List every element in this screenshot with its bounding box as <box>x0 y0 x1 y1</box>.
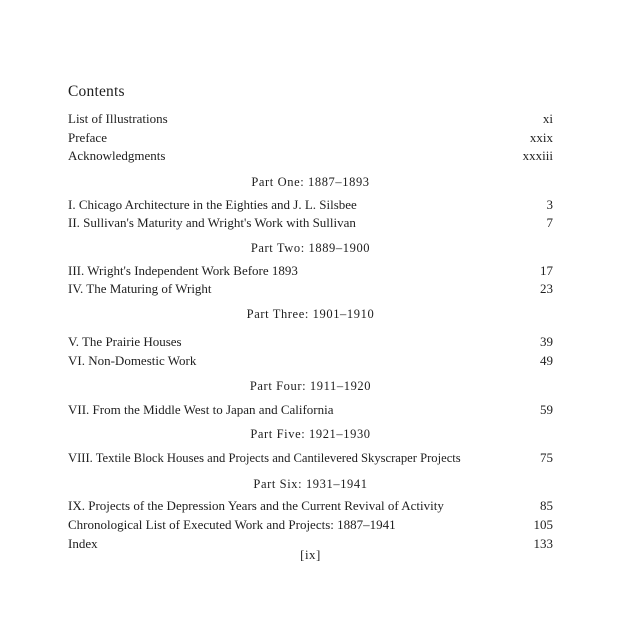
toc-entry-page: 3 <box>546 197 553 212</box>
toc-entry-chapter-9[interactable] <box>68 498 553 514</box>
toc-entry-label: Index <box>68 536 98 551</box>
toc-entry-chapter-6[interactable] <box>68 353 553 369</box>
toc-entry-page: xi <box>542 111 553 126</box>
toc-entry-label: I. Chicago Architecture in the Eighties and J. L. Silsbee <box>68 197 357 212</box>
toc-entry-label: IV. The Maturing of Wright <box>68 281 212 296</box>
toc-entry-label: VIII. Textile Block Houses and Projects and Cantilevered Skyscraper Projects <box>68 451 461 465</box>
toc-entry-page: 59 <box>540 402 553 417</box>
toc-entry-page: 105 <box>533 517 553 532</box>
toc-entry-acknowledgments[interactable] <box>68 148 553 164</box>
part-heading-four: Part Four: 1911–1920 <box>249 379 372 393</box>
toc-entry-page: 39 <box>540 334 553 349</box>
toc-entry-label: V. The Prairie Houses <box>68 334 182 349</box>
toc-entry-label: IX. Projects of the Depression Years and the Current Revival of Activity <box>68 498 444 513</box>
toc-entry-page: xxxiii <box>522 148 553 163</box>
toc-entry-chapter-4[interactable] <box>68 281 553 297</box>
part-heading-three: Part Three: 1901–1910 <box>246 307 375 321</box>
toc-entry-page: 85 <box>540 498 553 513</box>
toc-entry-page: 133 <box>533 536 553 551</box>
toc-entry-chronological-list[interactable] <box>68 517 553 533</box>
toc-entry-page: 7 <box>546 215 553 230</box>
toc-entry-label: II. Sullivan's Maturity and Wright's Work with Sullivan <box>68 215 356 230</box>
page-number: [ix] <box>300 547 321 562</box>
toc-entry-label: List of Illustrations <box>68 111 168 126</box>
toc-entry-page: 17 <box>540 263 553 278</box>
toc-entry-page: 75 <box>540 450 553 465</box>
toc-entry-label: Preface <box>68 130 107 145</box>
toc-entry-label: Chronological List of Executed Work and Projects: 1887–1941 <box>68 517 396 532</box>
toc-entry-chapter-2[interactable] <box>68 215 553 231</box>
toc-entry-page: 23 <box>540 281 553 296</box>
part-heading-two: Part Two: 1889–1900 <box>250 241 371 255</box>
toc-entry-chapter-3[interactable] <box>68 263 553 279</box>
toc-entry-page: 49 <box>540 353 553 368</box>
toc-entry-chapter-7[interactable] <box>68 402 553 418</box>
toc-entry-label: Acknowledgments <box>68 148 166 163</box>
part-heading-six: Part Six: 1931–1941 <box>253 477 368 491</box>
toc-entry-label: VII. From the Middle West to Japan and California <box>68 402 334 417</box>
toc-entry-chapter-5[interactable] <box>68 334 553 350</box>
part-heading-five: Part Five: 1921–1930 <box>250 427 371 441</box>
toc-entry-preface[interactable] <box>68 130 553 146</box>
toc-entry-label: VI. Non-Domestic Work <box>68 353 197 368</box>
toc-entry-chapter-1[interactable] <box>68 197 553 213</box>
toc-entry-label: III. Wright's Independent Work Before 1893 <box>68 263 298 278</box>
toc-entry-list-of-illustrations[interactable] <box>68 111 553 127</box>
part-heading-one: Part One: 1887–1893 <box>251 175 370 189</box>
page-title: Contents <box>68 83 125 100</box>
toc-entry-chapter-8[interactable] <box>68 450 553 466</box>
toc-entry-page: xxix <box>529 130 553 145</box>
